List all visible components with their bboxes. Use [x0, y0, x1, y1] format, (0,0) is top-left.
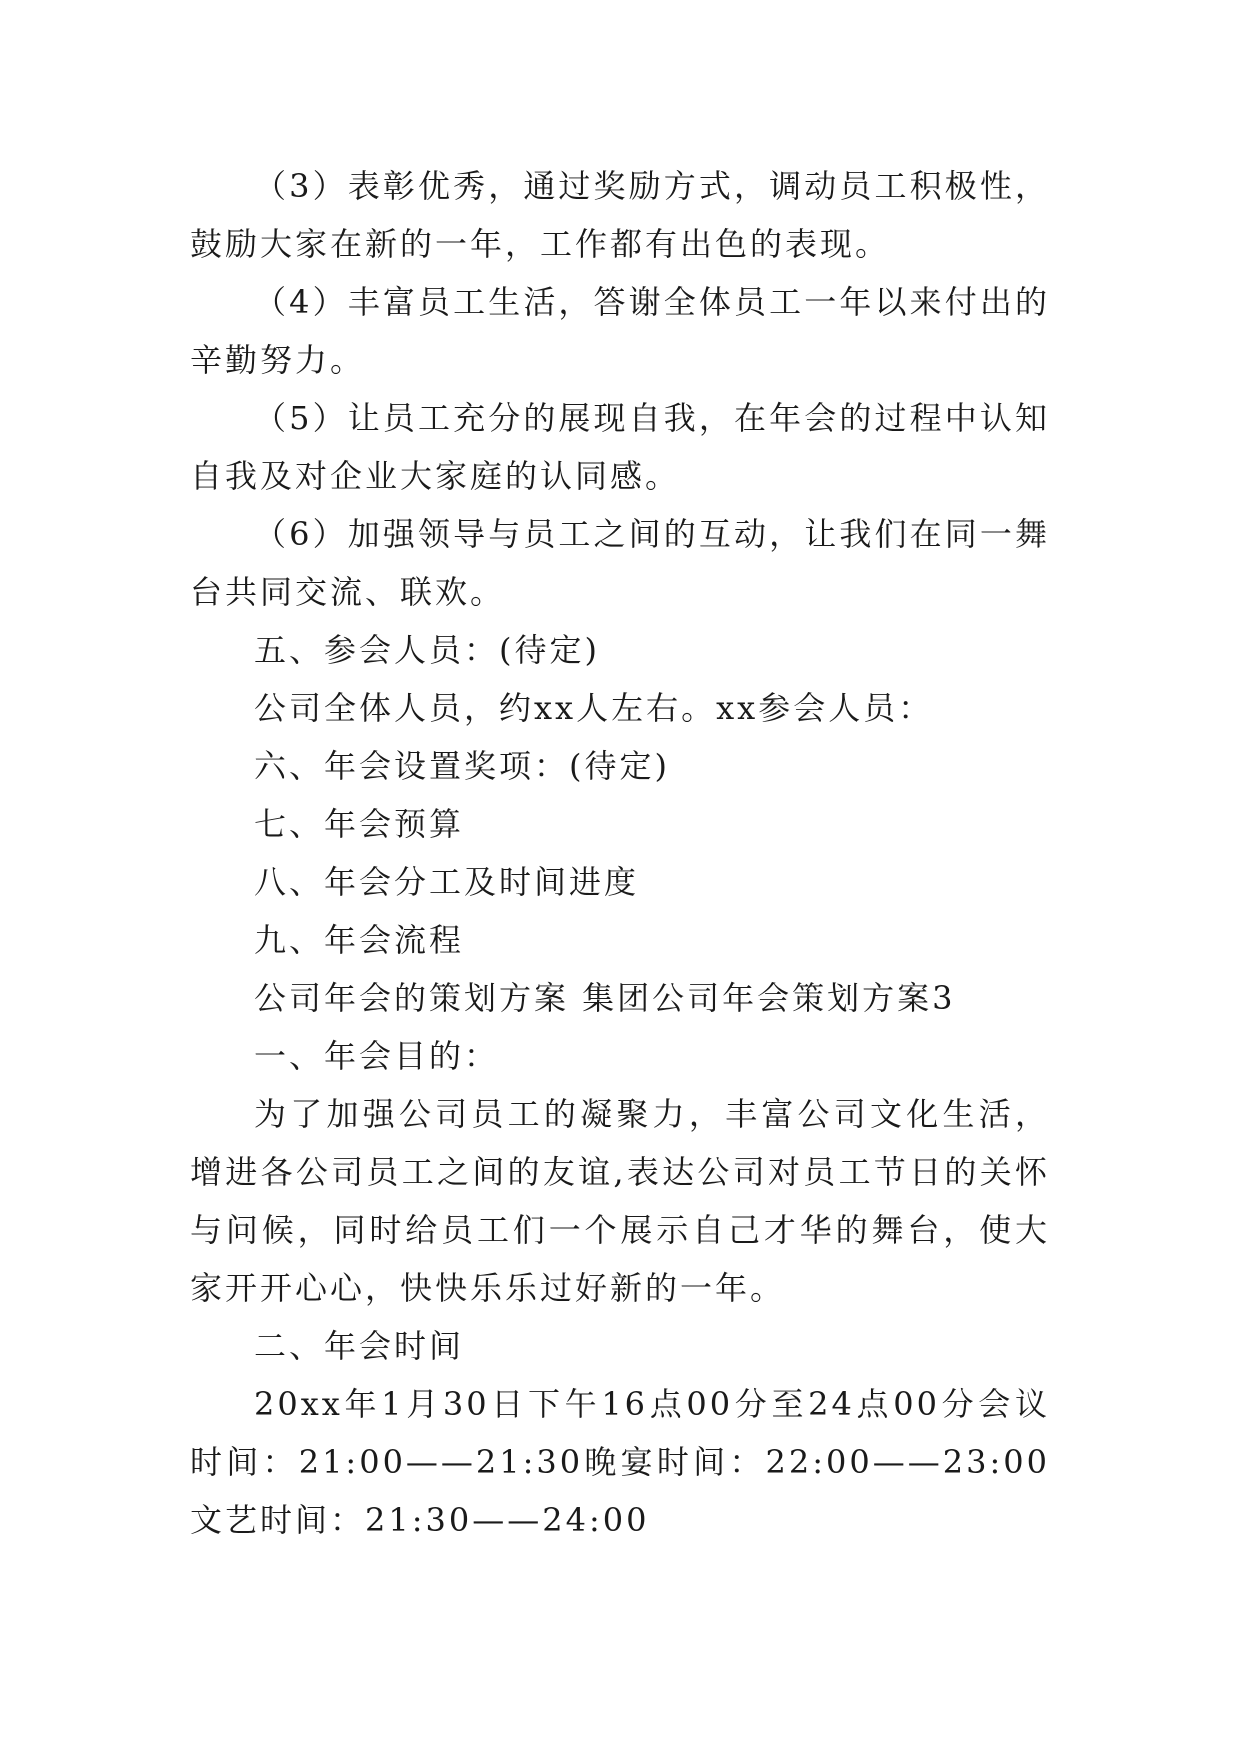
list-item-6: （6）加强领导与员工之间的互动，让我们在同一舞台共同交流、联欢。 [190, 515, 1050, 611]
section-heading-process: 九、年会流程 [254, 921, 465, 959]
section-heading-attendees: 五、参会人员：(待定) [254, 631, 600, 669]
time-text: 20xx年1月30日下午16点00分至24点00分会议时间：21:00——21:30晚宴时间：22:00——23:00文艺时间：21:30——24:00 [190, 1385, 1050, 1539]
section-heading-budget: 七、年会预算 [254, 805, 465, 843]
section-heading-purpose: 一、年会目的： [254, 1037, 500, 1075]
list-item-3: （3）表彰优秀，通过奖励方式，调动员工积极性，鼓励大家在新的一年，工作都有出色的表现。 [190, 167, 1050, 263]
attendees-text: 公司全体人员，约xx人左右。xx参会人员： [254, 689, 934, 727]
section-heading-time: 二、年会时间 [254, 1327, 465, 1365]
document-body [190, 157, 1050, 1549]
list-item-5: （5）让员工充分的展现自我，在年会的过程中认知自我及对企业大家庭的认同感。 [190, 399, 1050, 495]
plan-title: 公司年会的策划方案 集团公司年会策划方案3 [254, 979, 956, 1017]
list-item-4: （4）丰富员工生活，答谢全体员工一年以来付出的辛勤努力。 [190, 283, 1050, 379]
section-heading-schedule: 八、年会分工及时间进度 [254, 863, 640, 901]
purpose-text: 为了加强公司员工的凝聚力，丰富公司文化生活，增进各公司员工之间的友谊,表达公司对员工节日的关怀与问候，同时给员工们一个展示自己才华的舞台，使大家开开心心，快快乐乐过好新的一年。 [190, 1095, 1050, 1307]
section-heading-awards: 六、年会设置奖项：(待定) [254, 747, 670, 785]
